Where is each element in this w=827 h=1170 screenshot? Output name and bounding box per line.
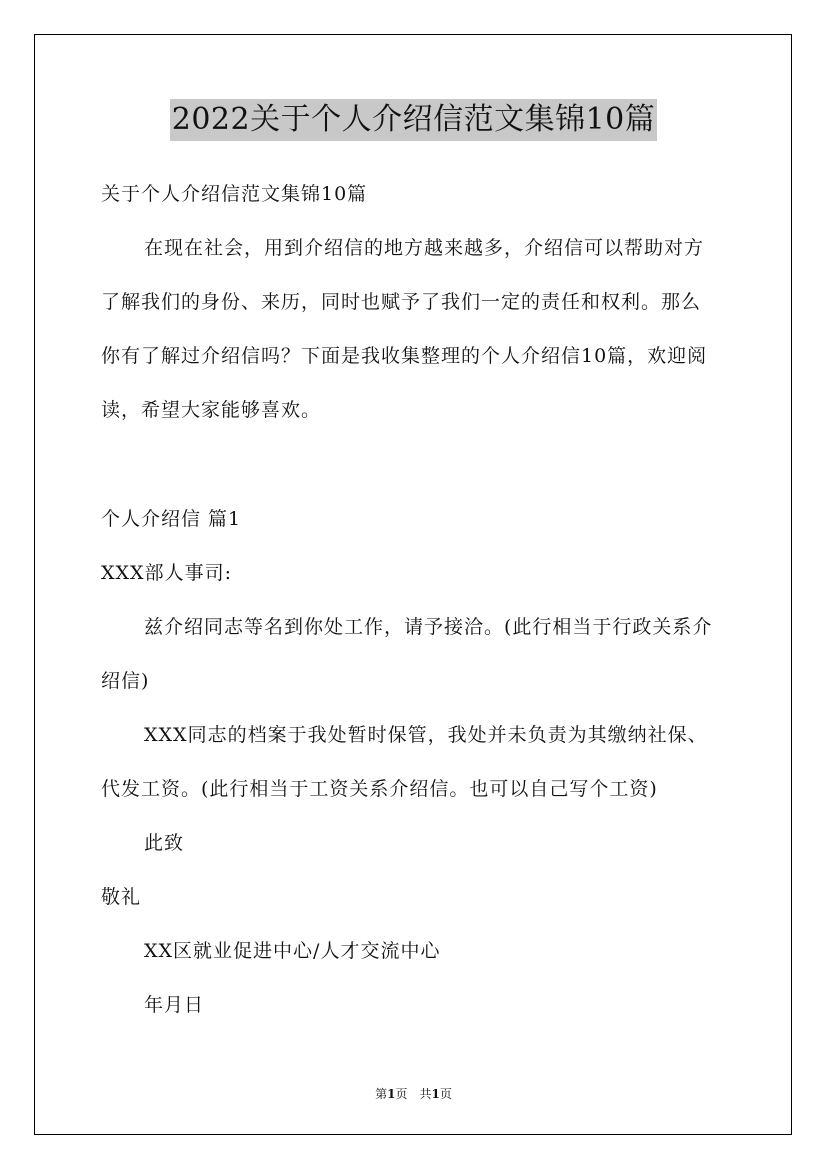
intro-line-2: 了解我们的身份、来历，同时也赋予了我们一定的责任和权利。那么 xyxy=(101,291,702,313)
intro-line-4: 读，希望大家能够喜欢。 xyxy=(101,399,322,421)
footer-mid: 页 共 xyxy=(395,1087,432,1101)
document-subtitle: 关于个人介绍信范文集锦10篇 xyxy=(101,183,368,205)
regards: 敬礼 xyxy=(101,886,142,908)
paragraph-1-line-1: 兹介绍同志等名到你处工作，请予接洽。(此行相当于行政关系介 xyxy=(144,616,713,638)
footer-suffix: 页 xyxy=(439,1087,452,1101)
paragraph-2-line-1: XXX同志的档案于我处暂时保管，我处并未负责为其缴纳社保、 xyxy=(144,724,708,746)
date: 年月日 xyxy=(144,994,205,1016)
footer-page-total: 1 xyxy=(431,1087,440,1101)
intro-line-3: 你有了解过介绍信吗？下面是我收集整理的个人介绍信10篇，欢迎阅 xyxy=(101,345,708,367)
section-heading: 个人介绍信 篇1 xyxy=(101,508,242,530)
paragraph-1-line-2: 绍信) xyxy=(101,670,150,692)
title-container xyxy=(0,99,827,141)
signature: XX区就业促进中心/人才交流中心 xyxy=(144,940,441,962)
closing: 此致 xyxy=(144,832,185,854)
intro-line-1: 在现在社会，用到介绍信的地方越来越多，介绍信可以帮助对方 xyxy=(144,237,705,259)
footer-prefix: 第 xyxy=(375,1087,388,1101)
page-footer xyxy=(0,1085,827,1102)
salutation: XXX部人事司: xyxy=(101,562,232,584)
footer-page-number: 1 xyxy=(387,1087,396,1101)
paragraph-2-line-2: 代发工资。(此行相当于工资关系介绍信。也可以自己写个工资) xyxy=(101,778,658,800)
document-title: 2022关于个人介绍信范文集锦10篇 xyxy=(170,99,658,141)
